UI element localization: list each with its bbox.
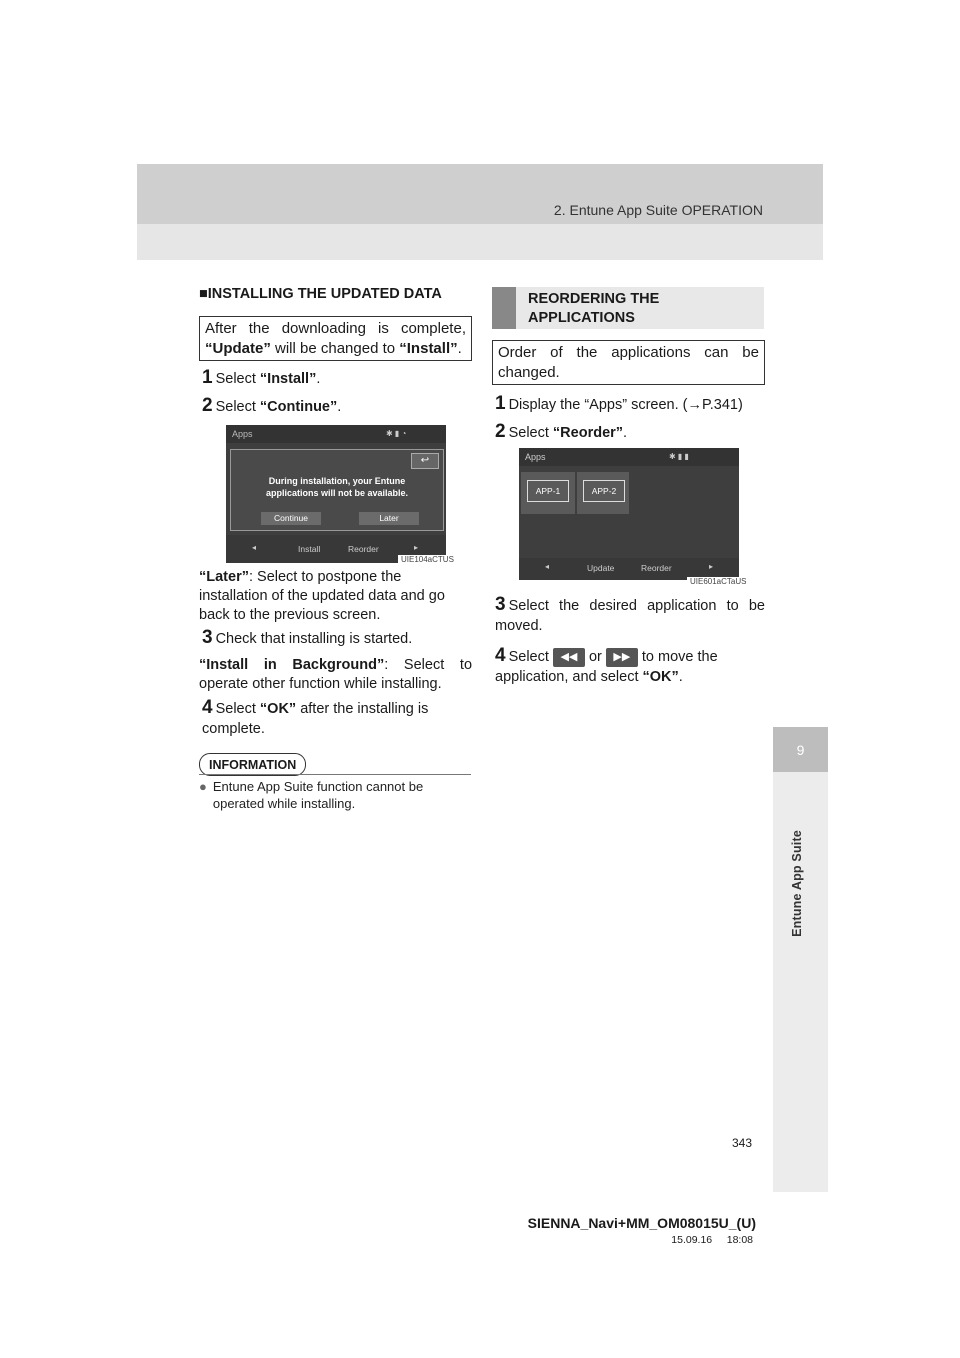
move-right-icon: ▶▶ — [606, 648, 638, 667]
reorder-note-box — [492, 340, 765, 385]
nav-left-icon[interactable]: ◂ — [252, 543, 257, 552]
continue-button[interactable]: Continue — [261, 512, 321, 525]
step-number: 3 — [202, 627, 213, 648]
section-heading: ■INSTALLING THE UPDATED DATA — [199, 286, 442, 302]
intro-text-end: . — [457, 340, 462, 357]
step-text: Select — [508, 425, 553, 441]
step-number: 4 — [202, 697, 213, 718]
dialog-box — [230, 449, 444, 531]
back-icon[interactable]: ↩ — [411, 453, 439, 469]
step-text: Select the desired application to be moved. — [495, 598, 765, 634]
print-date: 15.09.16 18:08 — [671, 1234, 753, 1246]
intro-install-bold: “Install” — [399, 340, 458, 357]
image-code: UIE104aCTUS — [398, 555, 457, 564]
step-bold: “Continue” — [259, 399, 338, 415]
later-button[interactable]: Later — [359, 512, 419, 525]
nav-right-icon[interactable]: ▸ — [709, 562, 714, 571]
step-bold: “Reorder” — [552, 425, 624, 441]
information-item — [199, 778, 471, 812]
intro-text: After the downloading is complete, — [205, 320, 466, 337]
information-text: Entune App Suite function cannot be operated while installing. — [212, 779, 424, 811]
step-text: to move the application, and select — [495, 649, 718, 685]
reorder-intro-text: Order of the applications can be changed. — [498, 344, 759, 381]
information-divider — [199, 774, 471, 775]
reorder-step-4 — [495, 646, 767, 687]
status-icons: ✱ ▮ ▮ — [669, 452, 689, 461]
step-bold: “OK” — [642, 669, 679, 685]
nav-update[interactable]: Update — [587, 563, 615, 573]
background-bold: “Install in Background” — [199, 657, 385, 673]
bullet-icon: ● — [199, 779, 207, 794]
information-label: INFORMATION — [199, 753, 306, 776]
step-text-end: . — [678, 669, 683, 685]
step-bold: “OK” — [259, 701, 297, 717]
page-number: 343 — [731, 1136, 752, 1150]
app-tile-2[interactable] — [577, 472, 629, 514]
screen-title: Apps — [525, 452, 546, 462]
nav-left-icon[interactable]: ◂ — [545, 562, 550, 571]
screen-title: Apps — [232, 429, 253, 439]
reorder-step-2 — [495, 422, 627, 443]
section-title: 2. Entune App Suite OPERATION — [553, 202, 763, 218]
step-text: Select — [215, 399, 260, 415]
nav-right-icon[interactable]: ▸ — [414, 543, 419, 552]
install-dialog-screenshot — [226, 425, 446, 563]
step-text: or — [584, 649, 606, 665]
status-bar — [519, 448, 739, 466]
intro-note-box — [199, 316, 472, 361]
nav-reorder[interactable]: Reorder — [641, 563, 672, 573]
intro-update-bold: “Update” — [205, 340, 271, 357]
step-number: 4 — [495, 645, 506, 666]
step-text: Select — [215, 371, 260, 387]
step-number: 2 — [202, 395, 213, 416]
step-text: Select — [215, 701, 260, 717]
image-code: UIE601aCTaUS — [687, 577, 749, 586]
move-left-icon: ◀◀ — [553, 648, 585, 667]
step-text-end: . — [316, 371, 321, 387]
step-text-end: . — [623, 425, 628, 441]
step-bold: “Install” — [259, 371, 317, 387]
reorder-heading — [528, 290, 659, 328]
intro-text-mid: will be changed to — [270, 340, 400, 357]
model-code: SIENNA_Navi+MM_OM08015U_(U) — [527, 1215, 756, 1231]
step-number: 1 — [202, 367, 213, 388]
step-text-end: . — [337, 399, 342, 415]
background-description — [199, 656, 472, 694]
step-text: Select — [508, 649, 553, 665]
dialog-message — [231, 475, 443, 499]
apps-screen-screenshot — [519, 448, 739, 580]
status-bar — [226, 425, 446, 443]
step-number: 1 — [495, 393, 506, 414]
step-number: 2 — [495, 421, 506, 442]
later-description — [199, 568, 472, 625]
app-1-label: APP-1 — [527, 480, 569, 502]
chapter-label: Entune App Suite — [790, 830, 804, 937]
nav-install[interactable]: Install — [298, 544, 321, 554]
step-number: 3 — [495, 594, 506, 615]
nav-reorder[interactable]: Reorder — [348, 544, 379, 554]
later-text: : Select to postpone the installation of the updated data and go back to the previous screen. — [199, 569, 445, 623]
app-2-label: APP-2 — [583, 480, 625, 502]
heading-accent-bar — [492, 287, 516, 329]
heading-line: APPLICATIONS — [528, 310, 635, 326]
app-tile-1[interactable] — [521, 472, 575, 514]
reorder-step-1 — [495, 394, 743, 415]
step-text-end: after the installing is complete. — [202, 701, 429, 737]
heading-line: REORDERING THE — [528, 291, 660, 307]
dialog-message-line: During installation, your Entune — [268, 476, 406, 486]
reorder-step-3 — [495, 595, 765, 636]
background-text: : Select to operate other function while installing. — [199, 657, 473, 692]
chapter-number-tab: 9 — [773, 727, 828, 772]
step-1 — [202, 368, 320, 389]
later-bold: “Later” — [199, 569, 249, 585]
step-text: Check that installing is started. — [215, 631, 413, 647]
step-4 — [202, 698, 474, 739]
dialog-message-line: applications will not be available. — [265, 488, 409, 498]
step-3 — [202, 628, 412, 649]
step-2 — [202, 396, 341, 417]
step-text: Display the “Apps” screen. (→P.341) — [508, 397, 743, 413]
status-icons: ✱ ▮ ◔ — [386, 429, 407, 438]
